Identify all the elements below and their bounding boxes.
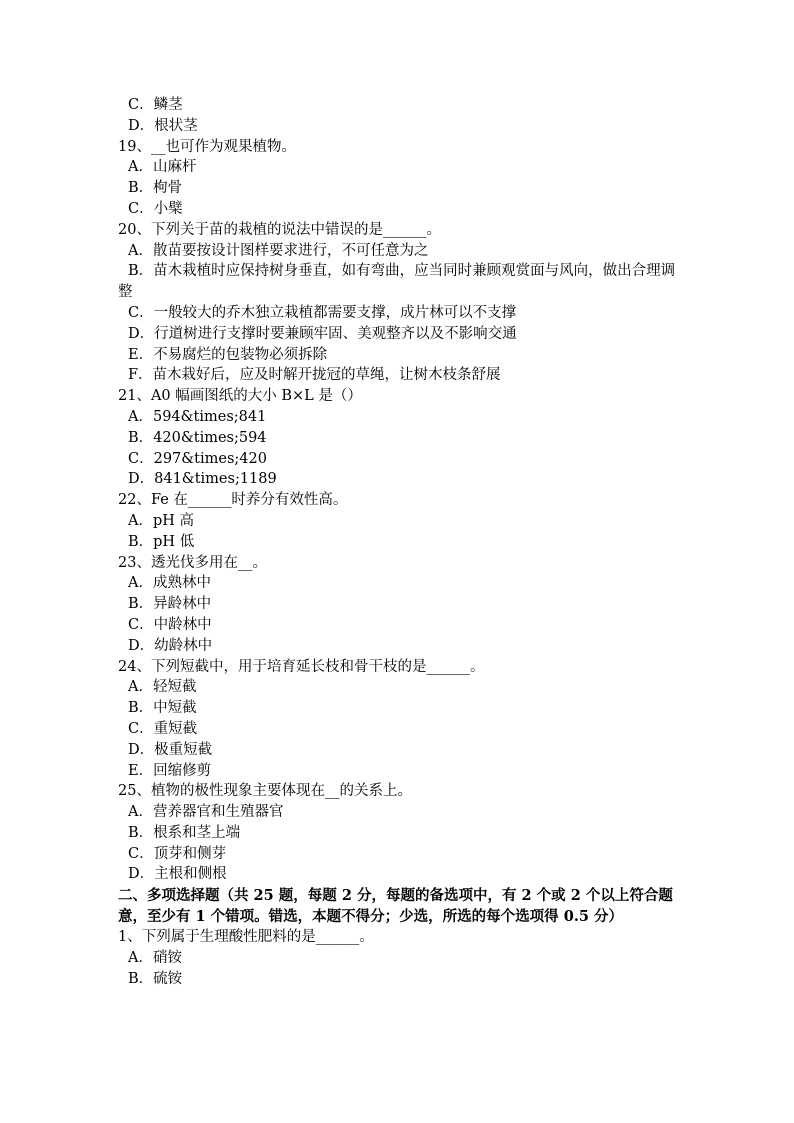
question-stem: 19、__也可作为观果植物。 bbox=[118, 138, 296, 155]
answer-option: E．不易腐烂的包装物必须拆除 bbox=[128, 346, 328, 363]
answer-option: B．pH 低 bbox=[128, 533, 195, 550]
answer-option: C．鳞茎 bbox=[128, 97, 183, 113]
answer-option: D．幼龄林中 bbox=[128, 637, 213, 654]
answer-option: C．顶芽和侧芽 bbox=[128, 845, 227, 862]
answer-option: C．小檗 bbox=[128, 200, 183, 217]
answer-option: C．一般较大的乔木独立栽植都需要支撑，成片林可以不支撑 bbox=[128, 304, 517, 321]
answer-option: D．841&times;1189 bbox=[128, 471, 277, 488]
answer-option: F．苗木栽好后，应及时解开拢冠的草绳，让树木枝条舒展 bbox=[128, 367, 501, 384]
question-stem: 21、A0 幅画图纸的大小 B×L 是（） bbox=[118, 388, 362, 405]
answer-option: E．回缩修剪 bbox=[128, 762, 212, 779]
question-stem: 22、Fe 在______时养分有效性高。 bbox=[118, 492, 348, 509]
answer-option: B．硫铵 bbox=[128, 970, 183, 987]
answer-option: D．行道树进行支撑时要兼顾牢固、美观整齐以及不影响交通 bbox=[128, 325, 517, 342]
exam-content bbox=[118, 95, 678, 990]
question-stem: 24、下列短截中，用于培育延长枝和骨干枝的是______。 bbox=[118, 658, 485, 675]
answer-option: B．枸骨 bbox=[128, 180, 183, 197]
answer-option: A．pH 高 bbox=[128, 512, 195, 529]
answer-option: D．根状茎 bbox=[128, 117, 198, 134]
question-stem: 1、下列属于生理酸性肥料的是______。 bbox=[118, 929, 374, 946]
answer-option: D．主根和侧根 bbox=[128, 866, 227, 883]
answer-option: B．异龄林中 bbox=[128, 596, 212, 613]
answer-option: B．苗木栽植时应保持树身垂直，如有弯曲，应当同时兼顾观赏面与风向，做出合理调整 bbox=[118, 263, 676, 301]
answer-option: A．成熟林中 bbox=[128, 575, 211, 592]
answer-option: B．420&times;594 bbox=[128, 429, 267, 446]
answer-option: C．中龄林中 bbox=[128, 616, 212, 633]
section-heading: 二、多项选择题（共 25 题，每题 2 分，每题的备选项中，有 2 个或 2 个以上符合题意，至少有 1 个错项。错选，本题不得分；少选，所选的每个选项得 0.5 分） bbox=[118, 887, 673, 926]
answer-option: A．硝铵 bbox=[128, 950, 182, 967]
question-stem: 25、植物的极性现象主要体现在__的关系上。 bbox=[118, 783, 412, 800]
answer-option: B．中短截 bbox=[128, 700, 197, 717]
question-stem: 20、下列关于苗的栽植的说法中错误的是______。 bbox=[118, 221, 441, 238]
answer-option: A．轻短截 bbox=[128, 679, 197, 696]
answer-option: A．营养器官和生殖器官 bbox=[128, 804, 284, 821]
answer-option: C．重短截 bbox=[128, 720, 198, 737]
answer-option: A．山麻杆 bbox=[128, 159, 197, 176]
answer-option: C．297&times;420 bbox=[128, 450, 267, 467]
question-stem: 23、透光伐多用在__。 bbox=[118, 554, 267, 571]
answer-option: A．散苗要按设计图样要求进行，不可任意为之 bbox=[128, 242, 429, 259]
answer-option: D．极重短截 bbox=[128, 741, 213, 758]
answer-option: A．594&times;841 bbox=[128, 408, 267, 425]
answer-option: B．根系和茎上端 bbox=[128, 824, 241, 841]
